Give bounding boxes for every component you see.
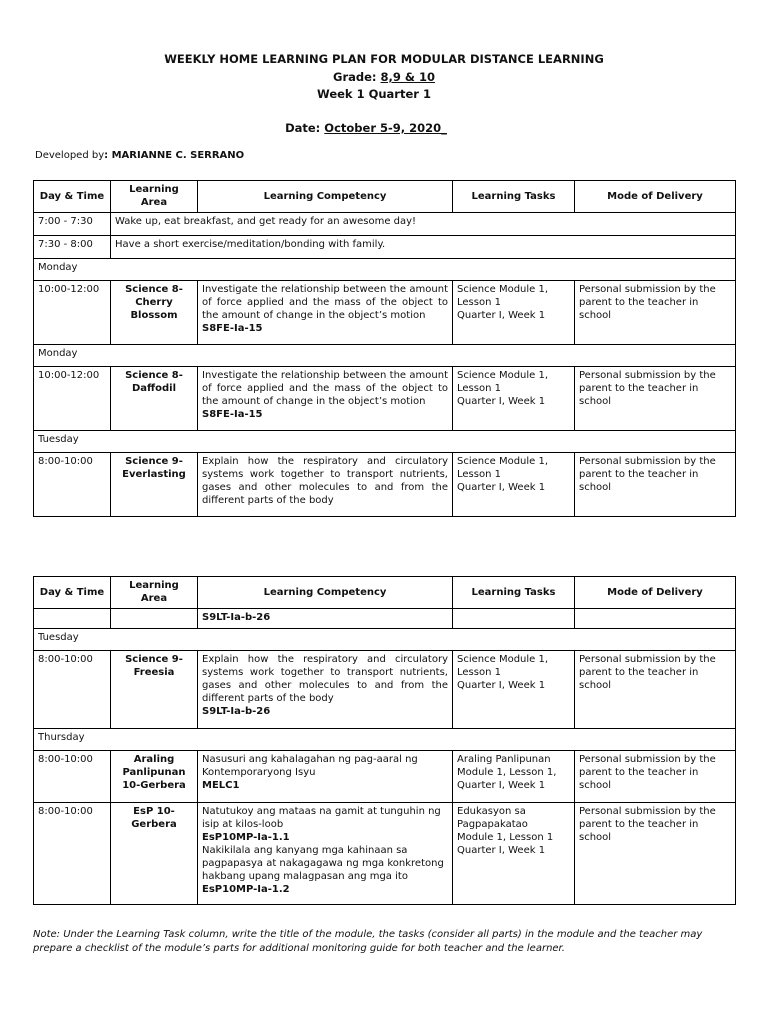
row-competency	[198, 367, 453, 431]
task-line: Science Module 1,	[457, 456, 549, 467]
competency-code: MELC1	[202, 780, 240, 791]
col-learning-area: Learning Area	[111, 577, 198, 609]
schedule-row	[34, 651, 736, 729]
row-area: Science 9-Everlasting	[111, 453, 198, 517]
row-tasks	[453, 651, 575, 729]
continuation-row	[34, 609, 736, 629]
day-row	[34, 729, 736, 751]
row-time: 8:00-10:00	[34, 651, 111, 729]
competency-text: Nasusuri ang kahalagahan ng pag-aaral ng Kontemporaryong Isyu	[202, 754, 418, 778]
competency-text: Natutukoy ang mataas na gamit at tunguhin ng isip at kilos-loob	[202, 806, 441, 830]
day-label: Tuesday	[34, 431, 736, 453]
row-delivery: Personal submission by the parent to the teacher in school	[575, 751, 736, 803]
col-learning-competency: Learning Competency	[198, 181, 453, 213]
task-line: Lesson 1	[457, 383, 501, 394]
row-area: Science 8-Daffodil	[111, 367, 198, 431]
schedule-row	[34, 751, 736, 803]
routine-row	[34, 213, 736, 236]
schedule-row	[34, 803, 736, 905]
row-area: EsP 10-Gerbera	[111, 803, 198, 905]
col-mode-of-delivery: Mode of Delivery	[575, 181, 736, 213]
table-header	[34, 181, 736, 213]
col-learning-area: Learning Area	[111, 181, 198, 213]
competency-code: S9LT-Ia-b-26	[202, 706, 271, 717]
routine-row	[34, 236, 736, 259]
task-line: Pagpapakatao	[457, 819, 528, 830]
row-competency	[198, 453, 453, 517]
task-line: Lesson 1	[457, 297, 501, 308]
schedule-row	[34, 281, 736, 345]
document-title: WEEKLY HOME LEARNING PLAN FOR MODULAR DISTANCE LEARNING	[164, 52, 604, 66]
competency-text: Nakikilala ang kanyang mga kahinaan sa pagpapasya at nakagagawa ng mga konkretong hakbang upang malagpasan ang mga ito	[202, 845, 444, 882]
date-value: October 5-9, 2020_	[324, 121, 447, 135]
day-row	[34, 431, 736, 453]
grade-line	[0, 70, 768, 84]
week-line: Week 1 Quarter 1	[317, 87, 431, 101]
row-delivery: Personal submission by the parent to the teacher in school	[575, 367, 736, 431]
competency-code: S9LT-Ia-b-26	[202, 612, 271, 623]
routine-time: 7:00 - 7:30	[34, 213, 111, 236]
task-line: Lesson 1	[457, 667, 501, 678]
competency-text: Explain how the respiratory and circulatory systems work together to transport nutrients, gases and other molecules to and from the different parts of the body	[202, 456, 448, 506]
task-line: Araling Panlipunan	[457, 754, 551, 765]
task-line: Quarter I, Week 1	[457, 396, 546, 407]
row-area: Science 8-Cherry Blossom	[111, 281, 198, 345]
competency-text: Investigate the relationship between the amount of force applied and the mass of the object to the amount of change in the object’s motion	[202, 284, 448, 321]
row-competency	[198, 803, 453, 905]
col-learning-tasks: Learning Tasks	[453, 181, 575, 213]
grade-value: 8,9 & 10	[380, 70, 435, 84]
schedule-row	[34, 367, 736, 431]
row-tasks	[453, 281, 575, 345]
task-line: Science Module 1,	[457, 284, 549, 295]
day-row	[34, 259, 736, 281]
row-delivery: Personal submission by the parent to the teacher in school	[575, 651, 736, 729]
row-tasks	[453, 367, 575, 431]
row-area: Science 9-Freesia	[111, 651, 198, 729]
row-time: 8:00-10:00	[34, 751, 111, 803]
footnote: Note: Under the Learning Task column, write the title of the module, the tasks (consider all parts) in the module and the teacher may prepare a checklist of the module’s parts for additional monitoring guide for both teacher and the learner.	[33, 929, 703, 954]
competency-text: Explain how the respiratory and circulatory systems work together to transport nutrients, gases and other molecules to and from the different parts of the body	[202, 654, 448, 704]
task-line: Science Module 1,	[457, 370, 549, 381]
col-mode-of-delivery: Mode of Delivery	[575, 577, 736, 609]
competency-code: EsP10MP-Ia-1.2	[202, 884, 290, 895]
routine-time: 7:30 - 8:00	[34, 236, 111, 259]
col-learning-competency: Learning Competency	[198, 577, 453, 609]
day-label: Thursday	[34, 729, 736, 751]
row-time: 8:00-10:00	[34, 803, 111, 905]
developed-by-label: Developed by	[35, 150, 105, 161]
competency-code: S8FE-Ia-15	[202, 323, 263, 334]
row-competency	[198, 751, 453, 803]
developer-name: : MARIANNE C. SERRANO	[104, 150, 245, 161]
row-tasks	[453, 453, 575, 517]
row-tasks	[453, 751, 575, 803]
row-delivery: Personal submission by the parent to the teacher in school	[575, 281, 736, 345]
col-day-time: Day & Time	[34, 577, 111, 609]
task-line: Quarter I, Week 1	[457, 680, 546, 691]
col-learning-tasks: Learning Tasks	[453, 577, 575, 609]
competency-code: EsP10MP-Ia-1.1	[202, 832, 290, 843]
table-header	[34, 577, 736, 609]
date-line	[0, 121, 750, 135]
day-row	[34, 345, 736, 367]
plan-table-1	[33, 180, 736, 517]
task-line: Lesson 1	[457, 469, 501, 480]
day-row	[34, 629, 736, 651]
routine-text: Wake up, eat breakfast, and get ready for an awesome day!	[111, 213, 736, 236]
competency-code: S8FE-Ia-15	[202, 409, 263, 420]
row-delivery: Personal submission by the parent to the teacher in school	[575, 803, 736, 905]
task-line: Module 1, Lesson 1	[457, 832, 554, 843]
row-time: 10:00-12:00	[34, 281, 111, 345]
row-area: Araling Panlipunan 10-Gerbera	[111, 751, 198, 803]
task-line: Quarter I, Week 1	[457, 310, 546, 321]
task-line: Quarter I, Week 1	[457, 845, 546, 856]
date-label: Date:	[285, 121, 325, 135]
day-label: Tuesday	[34, 629, 736, 651]
row-tasks	[453, 803, 575, 905]
task-line: Module 1, Lesson 1,	[457, 767, 557, 778]
row-competency	[198, 651, 453, 729]
developed-by	[35, 150, 244, 161]
row-time: 8:00-10:00	[34, 453, 111, 517]
task-line: Quarter I, Week 1	[457, 482, 546, 493]
task-line: Edukasyon sa	[457, 806, 526, 817]
day-label: Monday	[34, 345, 736, 367]
row-delivery: Personal submission by the parent to the teacher in school	[575, 453, 736, 517]
row-time: 10:00-12:00	[34, 367, 111, 431]
row-competency	[198, 281, 453, 345]
routine-text: Have a short exercise/meditation/bonding with family.	[111, 236, 736, 259]
competency-text: Investigate the relationship between the amount of force applied and the mass of the object to the amount of change in the object’s motion	[202, 370, 448, 407]
grade-label: Grade:	[333, 70, 381, 84]
task-line: Science Module 1,	[457, 654, 549, 665]
plan-table-2	[33, 576, 736, 905]
task-line: Quarter I, Week 1	[457, 780, 546, 791]
day-label: Monday	[34, 259, 736, 281]
col-day-time: Day & Time	[34, 181, 111, 213]
schedule-row	[34, 453, 736, 517]
